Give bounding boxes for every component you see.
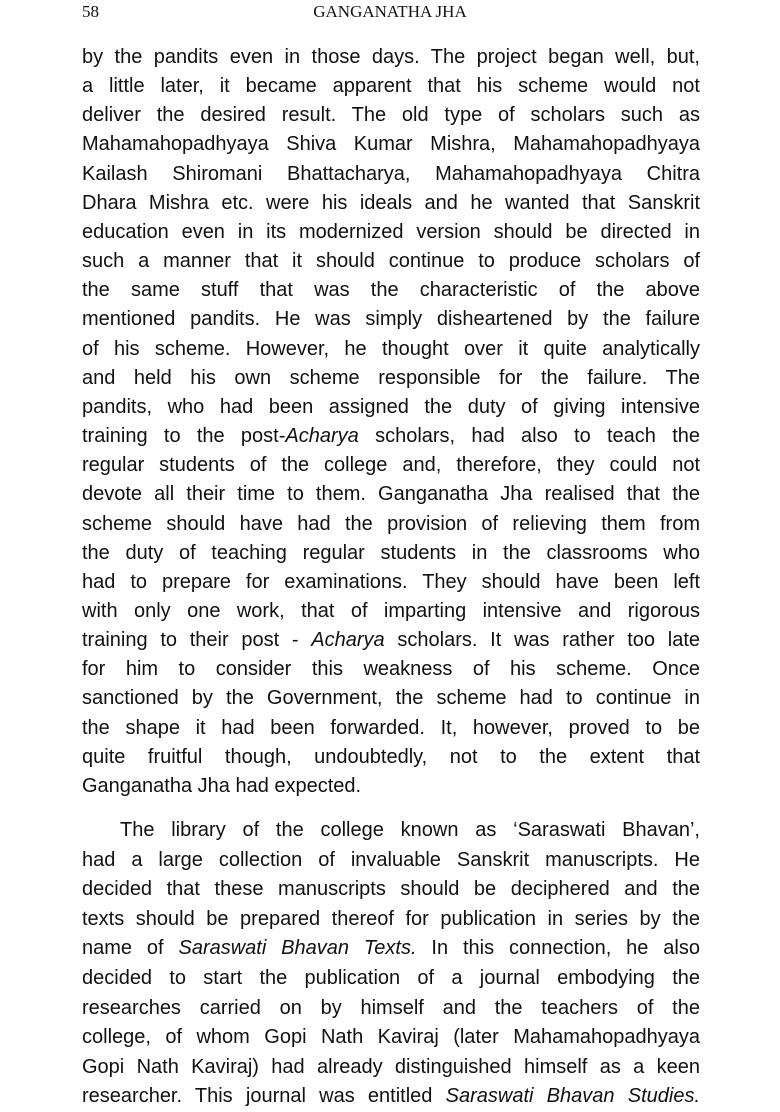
text-line	[82, 130, 700, 159]
text-segment: such a manner that it should continue to produce scholars of	[82, 250, 700, 273]
text-segment: scholars. It was rather too late	[384, 629, 701, 652]
text-line	[82, 218, 700, 247]
text-segment: texts should be prepared thereof for publication in series by the	[82, 907, 700, 930]
text-segment: decided to start the publication of a journal embodying the	[82, 966, 700, 989]
text-line	[82, 934, 700, 964]
text-line	[82, 1053, 700, 1083]
text-line	[82, 568, 700, 597]
text-line	[82, 335, 700, 364]
text-segment: name of	[82, 937, 179, 960]
text-line	[82, 772, 700, 801]
page-number: 58	[82, 2, 99, 21]
text-line	[82, 1023, 700, 1053]
text-segment: scholars, had also to teach the	[358, 425, 700, 448]
text-segment: regular students of the college and, therefore, they could not	[82, 454, 700, 477]
text-segment: the duty of teaching regular students in the classrooms who	[82, 541, 700, 564]
text-segment: Kailash Shiromani Bhattacharya, Mahamahopadhyaya Chitra	[82, 162, 700, 185]
text-line	[82, 684, 700, 713]
text-segment: with only one work, that of imparting intensive and rigorous	[82, 599, 700, 622]
text-line	[82, 364, 700, 393]
text-segment: for him to consider this weakness of his scheme. Once	[82, 658, 700, 681]
text-line	[82, 480, 700, 509]
running-head: GANGANATHA JHA	[313, 2, 467, 21]
text-segment: decided that these manuscripts should be deciphered and the	[82, 878, 700, 901]
text-line	[82, 964, 700, 994]
text-line	[82, 539, 700, 568]
text-line	[82, 160, 700, 189]
text-segment: training to their post -	[82, 629, 312, 652]
text-segment: a little later, it became apparent that his scheme would not	[82, 75, 700, 98]
text-line	[82, 714, 700, 743]
text-line	[82, 655, 700, 684]
text-segment: pandits, who had been assigned the duty of giving intensive	[82, 395, 700, 418]
text-segment: deliver the desired result. The old type of scholars such as	[82, 104, 700, 127]
text-line	[82, 626, 700, 655]
text-segment: quite fruitful though, undoubtedly, not to the extent that	[82, 745, 700, 768]
text-segment: sanctioned by the Government, the scheme had to continue in	[82, 687, 700, 710]
text-segment: the shape it had been forwarded. It, however, proved to be	[82, 716, 700, 739]
text-segment: the same stuff that was the characteristic of the above	[82, 279, 700, 302]
text-line	[82, 451, 700, 480]
text-line	[82, 510, 700, 539]
text-line	[82, 743, 700, 772]
text-line	[82, 101, 700, 130]
paragraph-2	[82, 816, 700, 1112]
text-line	[82, 1082, 700, 1112]
text-segment: researcher. This journal was entitled	[82, 1085, 446, 1108]
text-line	[82, 43, 700, 72]
text-segment: had to prepare for examinations. They should have been left	[82, 570, 700, 593]
text-line	[82, 597, 700, 626]
italic-text: Acharya	[311, 629, 385, 652]
text-line	[82, 422, 700, 451]
text-line	[82, 994, 700, 1024]
text-segment: scheme should have had the provision of relieving them from	[82, 512, 700, 535]
italic-text: Acharya	[285, 425, 359, 448]
italic-text: Saraswati Bhavan Studies.	[445, 1085, 700, 1108]
text-line	[82, 247, 700, 276]
text-segment: had a large collection of invaluable Sanskrit manuscripts. He	[82, 848, 700, 871]
italic-text: Saraswati Bhavan Texts.	[178, 937, 417, 960]
text-line	[82, 72, 700, 101]
text-line	[82, 305, 700, 334]
text-segment: The library of the college known as ‘Saraswati Bhavan’,	[120, 819, 700, 841]
text-line	[82, 189, 700, 218]
text-line	[82, 846, 700, 876]
text-segment: college, of whom Gopi Nath Kaviraj (later Mahamahopadhyaya	[82, 1026, 700, 1049]
text-segment: researches carried on by himself and the teachers of the	[82, 996, 700, 1019]
text-segment: by the pandits even in those days. The project began well, but,	[82, 46, 700, 68]
text-line	[82, 816, 700, 846]
text-line	[82, 393, 700, 422]
text-line	[82, 905, 700, 935]
text-segment: training to the post-	[82, 425, 286, 448]
paragraph-1	[82, 43, 700, 801]
text-line	[82, 276, 700, 305]
text-segment: and held his own scheme responsible for the failure. The	[82, 366, 700, 389]
text-segment: of his scheme. However, he thought over it quite analytically	[82, 337, 700, 360]
text-segment: education even in its modernized version should be directed in	[82, 220, 700, 243]
text-segment: devote all their time to them. Ganganatha Jha realised that the	[82, 483, 700, 506]
text-line	[82, 875, 700, 905]
text-segment: Mahamahopadhyaya Shiva Kumar Mishra, Mahamahopadhyaya	[82, 133, 700, 156]
text-segment: Ganganatha Jha had expected.	[82, 774, 362, 797]
text-segment: Gopi Nath Kaviraj) had already distinguished himself as a keen	[82, 1055, 700, 1078]
text-segment: In this connection, he also	[416, 937, 700, 960]
text-segment: Dhara Mishra etc. were his ideals and he wanted that Sanskrit	[82, 191, 700, 214]
text-segment: mentioned pandits. He was simply disheartened by the failure	[82, 308, 700, 331]
